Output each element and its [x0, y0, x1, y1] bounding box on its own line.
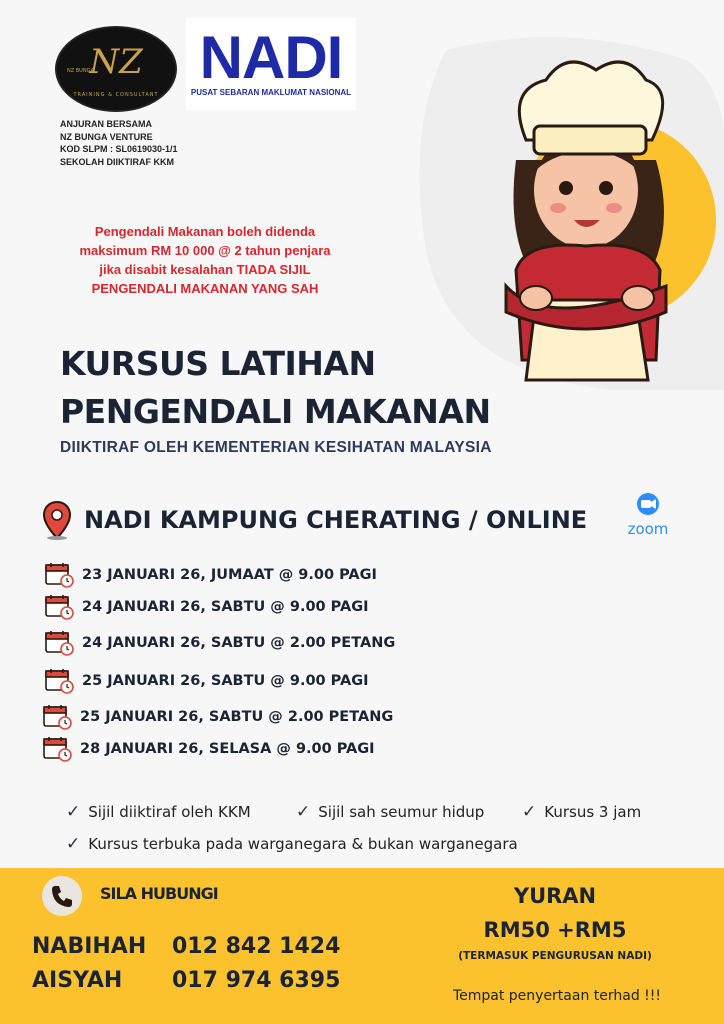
nz-bunga-logo: NZ NZ BUNGA TRAINING & CONSULTANT	[55, 26, 177, 112]
check-icon: ✓	[522, 802, 537, 822]
contact-phone[interactable]: 017 974 6395	[172, 968, 341, 993]
nadi-logo: NADI PUSAT SEBARAN MAKLUMAT NASIONAL	[186, 18, 356, 110]
calendar-icon	[42, 704, 72, 730]
contact-name: AISYAH	[32, 968, 123, 993]
calendar-icon	[42, 736, 72, 762]
video-camera-icon	[622, 492, 674, 518]
session-label: 25 JANUARI 26, SABTU @ 2.00 PETANG	[80, 709, 394, 725]
session-label: 23 JANUARI 26, JUMAAT @ 9.00 PAGI	[82, 567, 377, 583]
session-item	[42, 704, 393, 730]
organizer-line: NZ BUNGA VENTURE	[60, 131, 153, 142]
venue-label: NADI KAMPUNG CHERATING / ONLINE	[84, 506, 588, 534]
session-item	[44, 594, 369, 620]
session-label: 28 JANUARI 26, SELASA @ 9.00 PAGI	[80, 741, 375, 757]
feature-item: ✓ Kursus 3 jam	[522, 802, 642, 822]
calendar-icon	[44, 594, 74, 620]
organizer-line: KOD SLPM : SL0619030-1/1	[60, 144, 178, 154]
contact-name: NABIHAH	[32, 934, 147, 959]
fee-note: (TERMASUK PENGURUSAN NADI)	[458, 950, 652, 962]
organizer-line: SEKOLAH DIIKTIRAF KKM	[60, 156, 174, 167]
fee-amount: RM50 +RM5	[483, 918, 627, 942]
organizer-line: ANJURAN BERSAMA	[60, 119, 153, 129]
session-item	[42, 736, 375, 762]
phone-icon	[42, 876, 82, 916]
contact-heading: SILA HUBUNGI	[100, 884, 218, 903]
check-icon: ✓	[66, 802, 81, 822]
session-item	[44, 562, 377, 588]
session-item	[44, 668, 369, 694]
feature-item: ✓ Kursus terbuka pada warganegara & bukan warganegara	[66, 834, 518, 854]
feature-item: ✓ Sijil sah seumur hidup	[296, 802, 485, 822]
session-label: 25 JANUARI 26, SABTU @ 9.00 PAGI	[82, 673, 369, 689]
fine-warning: Pengendali Makanan boleh didenda maksimum RM 10 000 @ 2 tahun penjara jika disabit kesalahan TIADA SIJIL PENGENDALI MAKANAN YANG SAH	[79, 224, 331, 296]
fee-heading: YURAN	[513, 884, 597, 908]
calendar-icon	[44, 562, 74, 588]
limited-seats-note: Tempat penyertaan terhad !!!	[452, 988, 662, 1004]
organizer-info	[60, 118, 178, 168]
accreditation-subtitle: DIIKTIRAF OLEH KEMENTERIAN KESIHATAN MALAYSIA	[60, 439, 492, 456]
contact-phone[interactable]: 012 842 1424	[172, 934, 341, 959]
zoom-wordmark: zoom	[627, 520, 669, 538]
feature-item: ✓ Sijil diiktiraf oleh KKM	[66, 802, 251, 822]
check-icon: ✓	[66, 834, 81, 854]
check-icon: ✓	[296, 802, 311, 822]
session-label: 24 JANUARI 26, SABTU @ 9.00 PAGI	[82, 599, 369, 615]
course-title: KURSUS LATIHAN PENGENDALI MAKANAN	[60, 344, 491, 431]
session-label: 24 JANUARI 26, SABTU @ 2.00 PETANG	[82, 635, 396, 651]
calendar-icon	[44, 668, 74, 694]
location-pin-icon	[42, 500, 72, 540]
chef-illustration	[386, 30, 724, 390]
calendar-icon	[44, 630, 74, 656]
session-item	[44, 630, 395, 656]
zoom-logo	[622, 492, 674, 538]
